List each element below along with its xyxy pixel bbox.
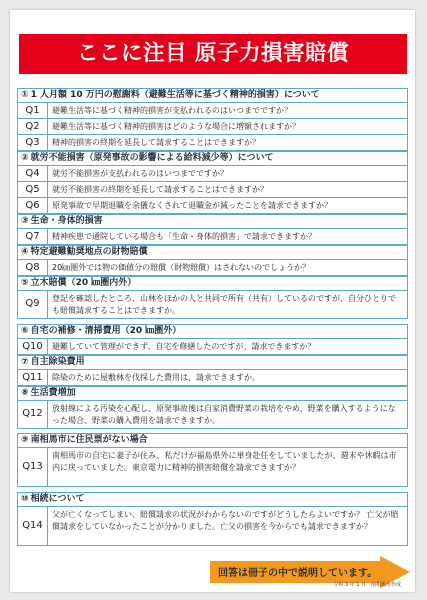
section-header: ③ 生命・身体的損害	[21, 216, 103, 226]
question-row	[18, 181, 407, 197]
question-text: 登記を確認したところ、山林をほかの人と共同で所有（共有）しているのですが、自分ひとりでも賠償請求することはできますか。	[52, 294, 396, 315]
question-label: Q13	[18, 448, 48, 486]
section-7	[17, 355, 408, 386]
page-title: ここに注目 原子力損害賠償	[19, 34, 407, 74]
question-text: 避難生活等に基づく精神的損害はどのような場合に増額されますか？	[52, 122, 300, 131]
section-1	[17, 88, 408, 151]
section-8	[17, 386, 408, 429]
question-row	[18, 259, 407, 275]
question-text: 就労不能損害の終期を延長して請求することはできますか？	[52, 185, 268, 194]
question-text: 避難生活等に基づく精神的損害が支払われるのはいつまでですか？	[52, 106, 292, 115]
question-text: 精神的損害の終期を延長して請求することはできますか？	[52, 138, 260, 147]
section-header: ⑤ 立木賠償（20 ㎞圏内外）	[21, 278, 137, 288]
question-text: 精神疾患で通院している場合も「生命・身体的損害」で請求できますか？	[52, 232, 316, 241]
question-label: Q6	[18, 198, 48, 213]
question-text: 除染のために屋敷林を伐採した費用は、請求できますか。	[52, 373, 260, 382]
question-label: Q7	[18, 229, 48, 244]
footer-note: 令和 3 年 1 月 南相馬市作成	[333, 582, 401, 588]
question-label: Q14	[18, 507, 48, 545]
question-text: 原発事故で早期退職を余儀なくされて退職金が減ったことを請求できますか？	[52, 201, 332, 210]
question-text: 20㎞圏外では物の価値分の賠償（財物賠償）はされないのでしょうか？	[52, 263, 311, 272]
section-header: ② 就労不能損害（原発事故の影響による給料減少等）について	[21, 153, 274, 163]
question-label: Q1	[18, 103, 48, 118]
question-label: Q8	[18, 260, 48, 275]
question-text: 放射線による汚染を心配し、原発事故後は自家消費野菜の栽培をやめ、野菜を購入するようになった場合、野菜の購入費用を請求できますか。	[52, 404, 396, 425]
question-label: Q12	[18, 401, 48, 428]
section-header: ① 1 人月額 10 万円の慰謝料（避難生活等に基づく精神的損害）について	[21, 90, 320, 100]
question-row	[18, 506, 407, 545]
callout-text: 回答は冊子の中で説明しています。	[218, 568, 378, 579]
question-row	[18, 447, 407, 486]
section-2	[17, 151, 408, 214]
question-text: 避難していて管理ができず、自宅を修繕したのですが、請求できますか？	[52, 342, 316, 351]
question-row	[18, 400, 407, 428]
section-header: ⑩ 相続について	[21, 494, 85, 504]
question-label: Q11	[18, 370, 48, 385]
question-text: 就労不能損害が支払われるのはいつまでですか？	[52, 169, 228, 178]
section-header: ④ 特定避難勧奨地点の財物賠償	[21, 247, 148, 257]
section-header: ⑥ 自宅の補修・清掃費用（20 ㎞圏外）	[21, 326, 182, 336]
question-label: Q3	[18, 135, 48, 150]
question-text: 南相馬市の自宅に妻子が住み、私だけが福島県外に単身赴任をしていましたが、週末や休暇は市内に戻っていました。東京電力に精神的損害賠償を請求できますか？	[52, 451, 397, 472]
question-row	[18, 165, 407, 181]
question-text: 父が亡くなってしまい、賠償請求の状況がわからないのですがどうしたらよいですか？ 亡父が賠償請求をしていなかったことが分かりました。亡父の損害を今からでも請求できますか？	[52, 510, 399, 531]
section-header: ⑦ 自主除染費用	[21, 357, 85, 367]
question-label: Q4	[18, 166, 48, 181]
question-row	[18, 134, 407, 150]
question-label: Q2	[18, 119, 48, 134]
question-row	[18, 102, 407, 118]
question-row	[18, 338, 407, 354]
question-row	[18, 290, 407, 318]
question-row	[18, 228, 407, 244]
section-4	[17, 245, 408, 276]
section-header: ⑧ 生活費増加	[21, 388, 76, 398]
section-6	[17, 324, 408, 355]
question-label: Q9	[18, 291, 48, 318]
flyer-page	[10, 10, 415, 592]
section-9	[17, 433, 408, 487]
question-row	[18, 118, 407, 134]
question-label: Q5	[18, 182, 48, 197]
question-row	[18, 369, 407, 385]
section-5	[17, 276, 408, 319]
section-header: ⑨ 南相馬市に住民票がない場合	[21, 435, 148, 445]
question-row	[18, 197, 407, 213]
question-label: Q10	[18, 339, 48, 354]
section-10	[17, 492, 408, 546]
section-3	[17, 214, 408, 245]
